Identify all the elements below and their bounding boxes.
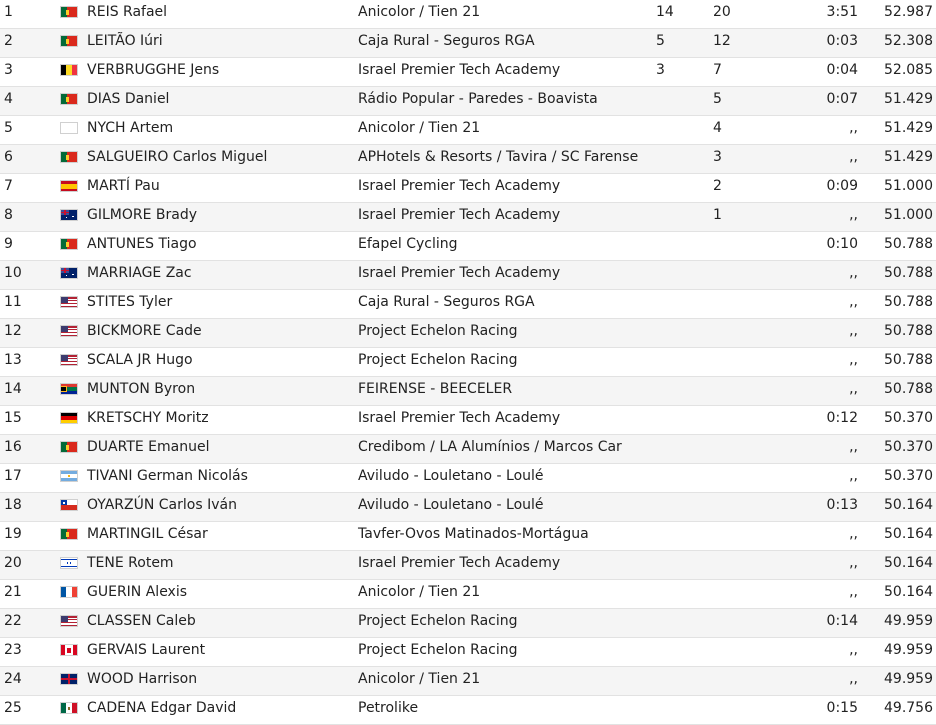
uci-points: 14 bbox=[656, 4, 674, 20]
flag-ar-icon bbox=[60, 470, 78, 482]
rider-name-link[interactable]: SCALA JR Hugo bbox=[87, 352, 193, 368]
result-row bbox=[0, 116, 936, 145]
time-gap: ,, bbox=[849, 265, 858, 281]
time-gap: 0:12 bbox=[826, 410, 858, 426]
time-gap: ,, bbox=[849, 439, 858, 455]
avg-speed: 52.308 bbox=[884, 33, 933, 49]
team-name-link[interactable]: Rádio Popular - Paredes - Boavista bbox=[358, 91, 598, 107]
rider-name-link[interactable]: TENE Rotem bbox=[87, 555, 174, 571]
time-gap: ,, bbox=[849, 323, 858, 339]
team-name-link[interactable]: Israel Premier Tech Academy bbox=[358, 555, 561, 571]
position: 15 bbox=[4, 410, 22, 426]
team-name-link[interactable]: Israel Premier Tech Academy bbox=[358, 62, 561, 78]
flag-au-icon bbox=[60, 209, 78, 221]
position: 4 bbox=[4, 91, 13, 107]
uci-points: 3 bbox=[656, 62, 665, 78]
avg-speed: 50.370 bbox=[884, 468, 933, 484]
position: 24 bbox=[4, 671, 22, 687]
flag-au-icon bbox=[60, 267, 78, 279]
result-row bbox=[0, 580, 936, 609]
time-gap: ,, bbox=[849, 468, 858, 484]
result-row bbox=[0, 174, 936, 203]
team-name-link[interactable]: APHotels & Resorts / Tavira / SC Farense bbox=[358, 149, 639, 165]
position: 18 bbox=[4, 497, 22, 513]
rider-name-link[interactable]: CLASSEN Caleb bbox=[87, 613, 196, 629]
team-name-link[interactable]: Caja Rural - Seguros RGA bbox=[358, 294, 535, 310]
time-gap: ,, bbox=[849, 584, 858, 600]
position: 17 bbox=[4, 468, 22, 484]
result-row bbox=[0, 406, 936, 435]
position: 9 bbox=[4, 236, 13, 252]
rider-name-link[interactable]: MARRIAGE Zac bbox=[87, 265, 192, 281]
team-name-link[interactable]: Project Echelon Racing bbox=[358, 642, 518, 658]
rider-name-link[interactable]: SALGUEIRO Carlos Miguel bbox=[87, 149, 268, 165]
avg-speed: 50.370 bbox=[884, 439, 933, 455]
position: 22 bbox=[4, 613, 22, 629]
avg-speed: 50.164 bbox=[884, 526, 933, 542]
result-row bbox=[0, 696, 936, 725]
flag-us-icon bbox=[60, 325, 78, 337]
avg-speed: 51.429 bbox=[884, 91, 933, 107]
time-gap: 0:10 bbox=[826, 236, 858, 252]
result-row bbox=[0, 261, 936, 290]
points: 4 bbox=[713, 120, 722, 136]
flag-cl-icon bbox=[60, 499, 78, 511]
flag-fr-icon bbox=[60, 586, 78, 598]
time-gap: 0:03 bbox=[826, 33, 858, 49]
position: 19 bbox=[4, 526, 22, 542]
avg-speed: 50.788 bbox=[884, 265, 933, 281]
points: 12 bbox=[713, 33, 731, 49]
rider-name-link[interactable]: DUARTE Emanuel bbox=[87, 439, 210, 455]
flag-gb-icon bbox=[60, 673, 78, 685]
rider-name-link[interactable]: GERVAIS Laurent bbox=[87, 642, 206, 658]
flag-pt-icon bbox=[60, 238, 78, 250]
avg-speed: 49.959 bbox=[884, 671, 933, 687]
rider-name-link[interactable]: TIVANI German Nicolás bbox=[87, 468, 248, 484]
team-name-link[interactable]: Anicolor / Tien 21 bbox=[358, 120, 481, 136]
position: 21 bbox=[4, 584, 22, 600]
time-gap: ,, bbox=[849, 352, 858, 368]
time-gap: ,, bbox=[849, 149, 858, 165]
time-gap: 0:09 bbox=[826, 178, 858, 194]
team-name-link[interactable]: Aviludo - Louletano - Loulé bbox=[358, 468, 544, 484]
time-gap: 0:04 bbox=[826, 62, 858, 78]
flag-pt-icon bbox=[60, 93, 78, 105]
avg-speed: 50.788 bbox=[884, 323, 933, 339]
position: 20 bbox=[4, 555, 22, 571]
position: 7 bbox=[4, 178, 13, 194]
time-gap: ,, bbox=[849, 642, 858, 658]
avg-speed: 50.788 bbox=[884, 381, 933, 397]
position: 25 bbox=[4, 700, 22, 716]
time-gap: 0:13 bbox=[826, 497, 858, 513]
rider-name-link[interactable]: ANTUNES Tiago bbox=[87, 236, 197, 252]
position: 10 bbox=[4, 265, 22, 281]
points: 1 bbox=[713, 207, 722, 223]
rider-name-link[interactable]: DIAS Daniel bbox=[87, 91, 170, 107]
flag-es-icon bbox=[60, 180, 78, 192]
rider-name-link[interactable]: GUERIN Alexis bbox=[87, 584, 188, 600]
points: 2 bbox=[713, 178, 722, 194]
time-gap: 0:07 bbox=[826, 91, 858, 107]
points: 20 bbox=[713, 4, 731, 20]
flag-pt-icon bbox=[60, 441, 78, 453]
result-row bbox=[0, 609, 936, 638]
time-gap: ,, bbox=[849, 555, 858, 571]
avg-speed: 52.987 bbox=[884, 4, 933, 20]
avg-speed: 50.164 bbox=[884, 555, 933, 571]
rider-name-link[interactable]: REIS Rafael bbox=[87, 4, 168, 20]
team-name-link[interactable]: Project Echelon Racing bbox=[358, 352, 518, 368]
points: 5 bbox=[713, 91, 722, 107]
time-gap: ,, bbox=[849, 671, 858, 687]
avg-speed: 50.164 bbox=[884, 497, 933, 513]
position: 1 bbox=[4, 4, 13, 20]
result-row bbox=[0, 435, 936, 464]
flag-pt-icon bbox=[60, 151, 78, 163]
avg-speed: 49.756 bbox=[884, 700, 933, 716]
rider-name-link[interactable]: NYCH Artem bbox=[87, 120, 174, 136]
time-gap: 0:14 bbox=[826, 613, 858, 629]
result-row bbox=[0, 464, 936, 493]
position: 8 bbox=[4, 207, 13, 223]
time-gap: ,, bbox=[849, 120, 858, 136]
flag-be-icon bbox=[60, 64, 78, 76]
team-name-link[interactable]: Anicolor / Tien 21 bbox=[358, 671, 481, 687]
result-row bbox=[0, 493, 936, 522]
team-name-link[interactable]: Credibom / LA Alumínios / Marcos Car bbox=[358, 439, 622, 455]
rider-name-link[interactable]: BICKMORE Cade bbox=[87, 323, 202, 339]
team-name-link[interactable]: Israel Premier Tech Academy bbox=[358, 178, 561, 194]
uci-points: 5 bbox=[656, 33, 665, 49]
position: 13 bbox=[4, 352, 22, 368]
time-gap: ,, bbox=[849, 294, 858, 310]
rider-name-link[interactable]: GILMORE Brady bbox=[87, 207, 198, 223]
rider-name-link[interactable]: MUNTON Byron bbox=[87, 381, 196, 397]
avg-speed: 51.000 bbox=[884, 207, 933, 223]
rider-name-link[interactable]: MARTÍ Pau bbox=[87, 178, 160, 194]
avg-speed: 52.085 bbox=[884, 62, 933, 78]
position: 6 bbox=[4, 149, 13, 165]
flag-blank-icon bbox=[60, 122, 78, 134]
flag-pt-icon bbox=[60, 528, 78, 540]
avg-speed: 51.429 bbox=[884, 149, 933, 165]
team-name-link[interactable]: Project Echelon Racing bbox=[358, 613, 518, 629]
points: 7 bbox=[713, 62, 722, 78]
rider-name-link[interactable]: LEITÃO Iúri bbox=[87, 33, 163, 49]
rider-name-link[interactable]: CADENA Edgar David bbox=[87, 700, 237, 716]
team-name-link[interactable]: Tavfer-Ovos Matinados-Mortágua bbox=[358, 526, 589, 542]
flag-za-icon bbox=[60, 383, 78, 395]
time-gap: ,, bbox=[849, 207, 858, 223]
result-row bbox=[0, 290, 936, 319]
flag-ca-icon bbox=[60, 644, 78, 656]
avg-speed: 50.788 bbox=[884, 294, 933, 310]
points: 3 bbox=[713, 149, 722, 165]
team-name-link[interactable]: Israel Premier Tech Academy bbox=[358, 265, 561, 281]
result-row bbox=[0, 348, 936, 377]
result-row bbox=[0, 667, 936, 696]
team-name-link[interactable]: Caja Rural - Seguros RGA bbox=[358, 33, 535, 49]
avg-speed: 51.429 bbox=[884, 120, 933, 136]
flag-us-icon bbox=[60, 354, 78, 366]
result-row bbox=[0, 319, 936, 348]
result-row bbox=[0, 232, 936, 261]
avg-speed: 50.788 bbox=[884, 236, 933, 252]
time-gap: ,, bbox=[849, 381, 858, 397]
result-row bbox=[0, 203, 936, 232]
team-name-link[interactable]: Israel Premier Tech Academy bbox=[358, 410, 561, 426]
result-row bbox=[0, 87, 936, 116]
result-row bbox=[0, 145, 936, 174]
result-row bbox=[0, 522, 936, 551]
result-row bbox=[0, 551, 936, 580]
time-gap: 3:51 bbox=[826, 4, 858, 20]
time-gap: 0:15 bbox=[826, 700, 858, 716]
result-row bbox=[0, 377, 936, 406]
team-name-link[interactable]: Israel Premier Tech Academy bbox=[358, 207, 561, 223]
rider-name-link[interactable]: KRETSCHY Moritz bbox=[87, 410, 209, 426]
position: 14 bbox=[4, 381, 22, 397]
flag-us-icon bbox=[60, 615, 78, 627]
team-name-link[interactable]: Petrolike bbox=[358, 700, 419, 716]
rider-name-link[interactable]: VERBRUGGHE Jens bbox=[87, 62, 220, 78]
rider-name-link[interactable]: WOOD Harrison bbox=[87, 671, 198, 687]
avg-speed: 49.959 bbox=[884, 613, 933, 629]
result-row bbox=[0, 0, 936, 29]
team-name-link[interactable]: Efapel Cycling bbox=[358, 236, 458, 252]
avg-speed: 50.164 bbox=[884, 584, 933, 600]
result-row bbox=[0, 29, 936, 58]
flag-pt-icon bbox=[60, 35, 78, 47]
avg-speed: 50.370 bbox=[884, 410, 933, 426]
avg-speed: 51.000 bbox=[884, 178, 933, 194]
position: 2 bbox=[4, 33, 13, 49]
position: 3 bbox=[4, 62, 13, 78]
team-name-link[interactable]: Anicolor / Tien 21 bbox=[358, 4, 481, 20]
position: 23 bbox=[4, 642, 22, 658]
rider-name-link[interactable]: MARTINGIL César bbox=[87, 526, 208, 542]
team-name-link[interactable]: Project Echelon Racing bbox=[358, 323, 518, 339]
flag-us-icon bbox=[60, 296, 78, 308]
rider-name-link[interactable]: STITES Tyler bbox=[87, 294, 173, 310]
rider-name-link[interactable]: OYARZÚN Carlos Iván bbox=[87, 497, 237, 513]
flag-il-icon bbox=[60, 557, 78, 569]
flag-pt-icon bbox=[60, 6, 78, 18]
time-gap: ,, bbox=[849, 526, 858, 542]
result-row bbox=[0, 58, 936, 87]
flag-de-icon bbox=[60, 412, 78, 424]
avg-speed: 49.959 bbox=[884, 642, 933, 658]
position: 16 bbox=[4, 439, 22, 455]
team-name-link[interactable]: FEIRENSE - BEECELER bbox=[358, 381, 513, 397]
position: 5 bbox=[4, 120, 13, 136]
team-name-link[interactable]: Anicolor / Tien 21 bbox=[358, 584, 481, 600]
position: 11 bbox=[4, 294, 22, 310]
position: 12 bbox=[4, 323, 22, 339]
avg-speed: 50.788 bbox=[884, 352, 933, 368]
team-name-link[interactable]: Aviludo - Louletano - Loulé bbox=[358, 497, 544, 513]
flag-mx-icon bbox=[60, 702, 78, 714]
result-row bbox=[0, 638, 936, 667]
